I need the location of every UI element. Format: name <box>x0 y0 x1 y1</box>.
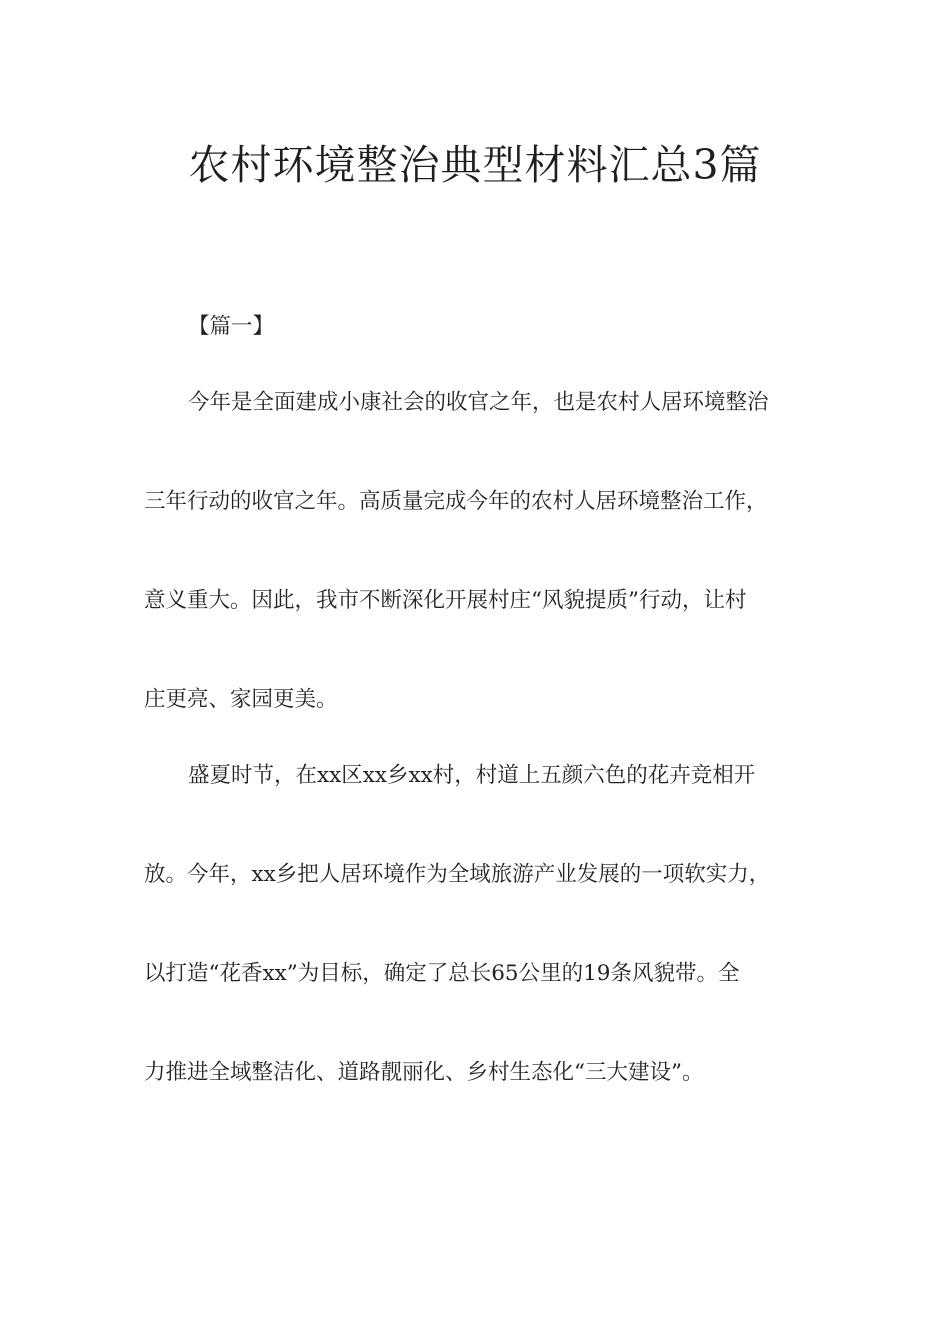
document-title: 农村环境整治典型材料汇总3篇 <box>188 141 762 189</box>
paragraph-line: 放。今年，xx乡把人居环境作为全域旅游产业发展的一项软实力， <box>144 862 771 887</box>
paragraph-line: 力推进全域整洁化、道路靓丽化、乡村生态化“三大建设”。 <box>144 1060 704 1085</box>
paragraph-line: 盛夏时节，在xx区xx乡xx村，村道上五颜六色的花卉竞相开 <box>188 763 756 788</box>
paragraph-line: 庄更亮、家园更美。 <box>144 687 338 712</box>
paragraph-line: 三年行动的收官之年。高质量完成今年的农村人居环境整治工作， <box>144 489 768 514</box>
paragraph-line: 意义重大。因此，我市不断深化开展村庄“风貌提质”行动，让村 <box>144 588 747 613</box>
section-heading: 【篇一】 <box>188 314 275 339</box>
paragraph-line: 以打造“花香xx”为目标，确定了总长65公里的19条风貌带。全 <box>144 961 740 986</box>
paragraph-line: 今年是全面建成小康社会的收官之年，也是农村人居环境整治 <box>188 390 769 415</box>
